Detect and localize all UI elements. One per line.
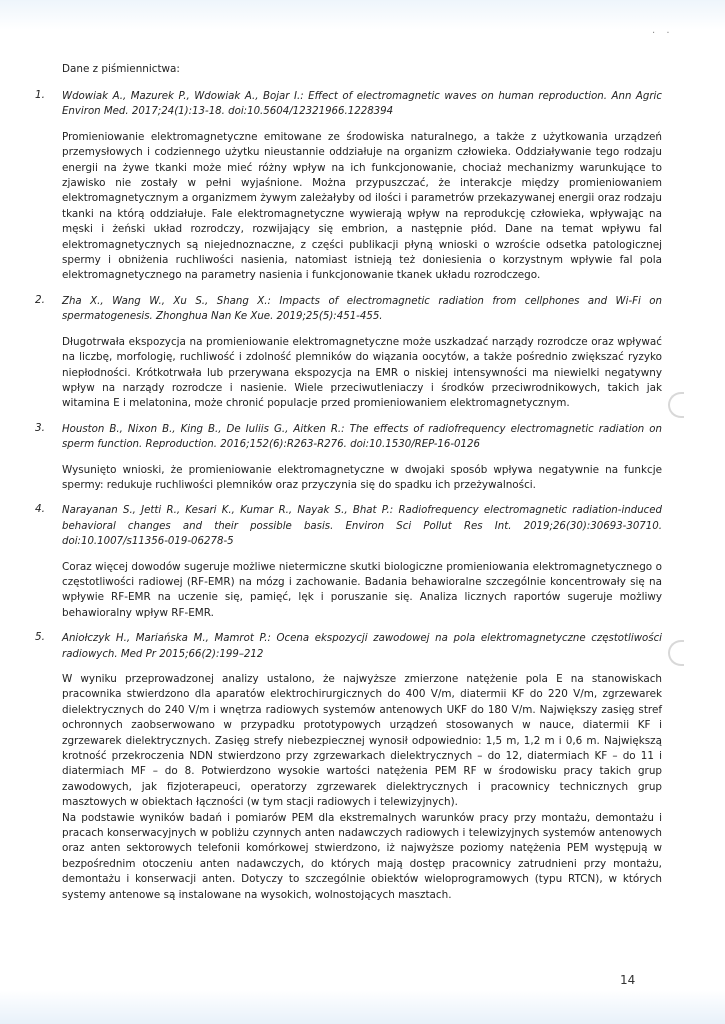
reference-number: 4. xyxy=(35,503,45,516)
reference-number: 5. xyxy=(35,631,45,644)
binder-hole-mark xyxy=(668,640,684,666)
reference-citation: Zha X., Wang W., Xu S., Shang X.: Impacts of electromagnetic radiation from cellphones and Wi-Fi on spermatogenesis. Zhonghua Nan Ke Xue. 2019;25(5):451-455. xyxy=(62,295,662,323)
page-number: 14 xyxy=(620,973,636,987)
summary-paragraph: Długotrwała ekspozycja na promieniowanie elektromagnetyczne może uszkadzać narządy rozrodcze oraz wpływać na liczbę, morfologię, ruchliwość i zdolność plemników do wiązania oocytów, a także pośrednio zwiększać ryzyko niepłodności. Krótkotrwała lub przerywana ekspozycja na EMR o niskiej intensywności ma niewielki negatywny wpływ na narządy rozrodcze i nasienie. Wiele przeciwutleniaczy i środków przeciwrodnikowych, takich jak witamina E i melatonina, może chronić populacje przed promieniowaniem elektromagnetycznym. xyxy=(62,335,662,410)
reference-item xyxy=(35,631,662,903)
intro-heading: Dane z piśmiennictwa: xyxy=(62,63,180,75)
binder-hole-mark xyxy=(668,392,684,418)
summary-paragraph: Na podstawie wyników badań i pomiarów PEM dla ekstremalnych warunków pracy przy montażu, demontażu i pracach konserwacyjnych w pobliżu czynnych anten nadawczych radiowych i telewizyjnych systemów antenowych oraz anten sektorowych telefonii komórkowej stwierdzono, iż najwyższe poziomy natężenia PEM występują w bezpośrednim otoczeniu anten nadawczych, do których mają dostęp pracownicy zatrudnieni przy montażu, demontażu i konserwacji anten. Dotyczy to szczególnie obiektów wieloprogramowych (typu RTCN), w których systemy antenowe są instalowane na wysokich, wolnostojących masztach. xyxy=(62,811,662,901)
reference-summary xyxy=(62,130,662,284)
reference-summary xyxy=(62,335,662,412)
reference-item xyxy=(35,293,662,412)
reference-citation: Wdowiak A., Mazurek P., Wdowiak A., Bojar I.: Effect of electromagnetic waves on human reproduction. Ann Agric Environ Med. 2017;24(1):13-18. doi:10.5604/12321966.1228394 xyxy=(62,91,662,118)
reference-number: 2. xyxy=(35,293,45,306)
summary-paragraph: W wyniku przeprowadzonej analizy ustalono, że najwyższe zmierzone natężenie pola E na stanowiskach pracownika stwierdzono dla aparatów elektrochirurgicznych do 400 V/m, diatermii KF do 220 V/m, zgrzewarek dielektrycznych do 240 V/m i wnętrza radiowych systemów antenowych UKF do 180 V/m. Największy zasięg stref ochronnych zaobserwowano w przypadku prototypowych urządzeń stosowanych w nauce, diatermii KF i zgrzewarek dielektrycznych. Zasięg strefy niebezpiecznej wynosił odpowiednio: 1,5 m, 1,2 m i 0,6 m. Największą krotność przekroczenia NDN stwierdzono przy zgrzewarkach dielektrycznych – do 12, diatermiach KF – do 11 i diatermiach MF – do 8. Potwierdzono wysokie wartości natężenia PEM RF w środowisku pracy takich grup zawodowych, jak fizjoterapeuci, operatorzy zgrzewarek dielektrycznych i pracownicy technicznych grup masztowych w obiektach łączności (w tym stacji radiowych i telewizyjnych). xyxy=(62,673,662,809)
reference-summary xyxy=(62,560,662,622)
reference-number: 1. xyxy=(35,89,45,101)
reference-item xyxy=(35,503,662,621)
reference-item xyxy=(35,89,662,284)
reference-summary xyxy=(62,672,662,903)
summary-paragraph: Wysunięto wnioski, że promieniowanie elektromagnetyczne w dwojaki sposób wpływa negatywnie na funkcje spermy: redukuje ruchliwości plemników oraz przyczynia się do spadku ich przeżywalności. xyxy=(62,463,662,491)
reference-number: 3. xyxy=(35,421,45,434)
reference-citation: Aniołczyk H., Mariańska M., Mamrot P.: Ocena ekspozycji zawodowej na pola elektromagnetyczne częstotliwości radiowych. Med Pr 2015;66(2):199–212 xyxy=(62,633,662,660)
summary-paragraph: Coraz więcej dowodów sugeruje możliwe nietermiczne skutki biologiczne promieniowania elektromagnetycznego o częstotliwości radiowej (RF-EMR) na mózg i zachowanie. Badania behawioralne szczególnie koncentrowały się na wpływie RF-EMR na uczenie się, pamięć, lęk i poruszanie się. Analiza licznych raportów sugeruje możliwy behawioralny wpływ RF-EMR. xyxy=(62,560,662,619)
scan-specks: · · xyxy=(652,28,674,39)
summary-paragraph: Promieniowanie elektromagnetyczne emitowane ze środowiska naturalnego, a także z użytkowania urządzeń przemysłowych i codziennego użytku nieustannie oddziałuje na organizm człowieka. Oddziaływanie tego rodzaju energii na żywe tkanki może mieć różny wpływ na ich funkcjonowanie, chociaż mechanizmy warunkujące to zjawisko nie zostały w pełni wyjaśnione. Można przypuszczać, że interakcje między promieniowaniem elektromagnetycznym a organizmem żywym zależałyby od ilości i parametrów przekazywanej energii oraz rodzaju tkanki na którą oddziałuje. Fale elektromagnetyczne wywierają wpływ na reprodukcję człowieka, wpływając na męski i żeński układ rozrodczy, rozwijający się embrion, a następnie płód. Dane na temat wpływu fal elektromagnetycznych są niejednoznaczne, z części publikacji płyną wnioski o wzroście odsetka patologicznej spermy i obniżenia ruchliwości nasienia, natomiast istnieją też doniesienia o korzystnym wpływie fal pola elektromagnetycznego na parametry nasienia i funkcjonowanie tkanek układu rozrodczego. xyxy=(62,130,662,282)
reference-citation: Houston B., Nixon B., King B., De Iuliis G., Aitken R.: The effects of radiofrequency electromagnetic radiation on sperm function. Reproduction. 2016;152(6):R263-R276. doi:10.1530/REP-16-0126 xyxy=(62,423,662,451)
reference-citation: Narayanan S., Jetti R., Kesari K., Kumar R., Nayak S., Bhat P.: Radiofrequency electromagnetic radiation-induced behavioral changes and their possible basis. Environ Sci Pollut Res Int. 2019;26(30):30693-30710. doi:10.1007/s11356-019-06278-5 xyxy=(62,505,662,548)
page-content xyxy=(35,62,662,913)
reference-item xyxy=(35,421,662,494)
reference-summary xyxy=(62,463,662,494)
